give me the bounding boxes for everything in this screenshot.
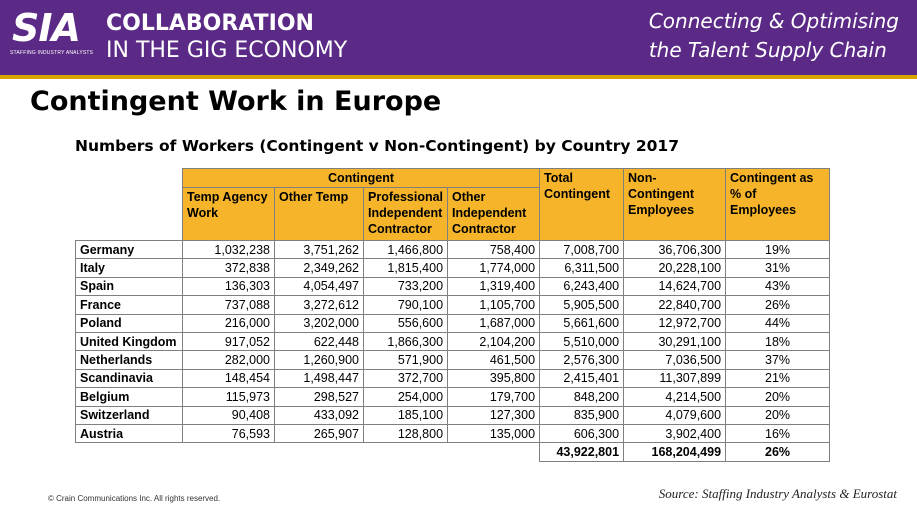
table-row <box>76 332 830 350</box>
table-row <box>76 296 830 314</box>
non-contingent-cell: 11,307,899 <box>624 369 726 387</box>
collab-line-1: COLLABORATION <box>106 11 314 36</box>
professional-cell: 733,200 <box>364 277 448 295</box>
header-blank <box>76 188 183 241</box>
total-contingent-cell: 5,661,600 <box>540 314 624 332</box>
professional-cell: 571,900 <box>364 351 448 369</box>
col-header-temp-agency: Temp Agency Work <box>183 188 275 241</box>
non-contingent-cell: 3,902,400 <box>624 424 726 442</box>
temp-agency-cell: 917,052 <box>183 332 275 350</box>
temp-agency-cell: 737,088 <box>183 296 275 314</box>
tagline-line-2: the Talent Supply Chain <box>648 38 887 62</box>
total-contingent-cell: 2,576,300 <box>540 351 624 369</box>
header-blank <box>76 169 183 188</box>
pct-cell: 18% <box>726 332 830 350</box>
other-temp-cell: 3,751,262 <box>275 241 364 259</box>
grand-total-non-contingent: 168,204,499 <box>624 443 726 461</box>
contingent-group-header: Contingent <box>183 169 540 188</box>
page-title: Contingent Work in Europe <box>30 86 442 117</box>
non-contingent-cell: 36,706,300 <box>624 241 726 259</box>
other-independent-cell: 395,800 <box>448 369 540 387</box>
non-contingent-cell: 4,079,600 <box>624 406 726 424</box>
pct-cell: 43% <box>726 277 830 295</box>
pct-cell: 31% <box>726 259 830 277</box>
temp-agency-cell: 76,593 <box>183 424 275 442</box>
total-contingent-cell: 6,311,500 <box>540 259 624 277</box>
table-row <box>76 241 830 259</box>
workers-table <box>75 168 830 462</box>
other-independent-cell: 1,774,000 <box>448 259 540 277</box>
country-cell: United Kingdom <box>76 332 183 350</box>
professional-cell: 1,466,800 <box>364 241 448 259</box>
country-cell: Spain <box>76 277 183 295</box>
professional-cell: 1,866,300 <box>364 332 448 350</box>
country-cell: Belgium <box>76 388 183 406</box>
non-contingent-cell: 30,291,100 <box>624 332 726 350</box>
total-contingent-cell: 5,510,000 <box>540 332 624 350</box>
tagline-line-1: Connecting & Optimising <box>648 9 899 33</box>
header-banner <box>0 0 917 79</box>
other-temp-cell: 622,448 <box>275 332 364 350</box>
country-cell: Poland <box>76 314 183 332</box>
total-contingent-cell: 6,243,400 <box>540 277 624 295</box>
other-temp-cell: 2,349,262 <box>275 259 364 277</box>
total-contingent-cell: 5,905,500 <box>540 296 624 314</box>
col-header-other-independent: Other Independent Contractor <box>448 188 540 241</box>
table-row <box>76 388 830 406</box>
other-independent-cell: 127,300 <box>448 406 540 424</box>
other-temp-cell: 3,272,612 <box>275 296 364 314</box>
country-cell: Switzerland <box>76 406 183 424</box>
copyright-notice: © Crain Communications Inc. All rights reserved. <box>48 494 221 503</box>
logo-subtext: STAFFING INDUSTRY ANALYSTS <box>10 50 94 56</box>
logo-letters: SIA <box>12 6 80 50</box>
professional-cell: 556,600 <box>364 314 448 332</box>
pct-cell: 16% <box>726 424 830 442</box>
non-contingent-cell: 4,214,500 <box>624 388 726 406</box>
professional-cell: 372,700 <box>364 369 448 387</box>
total-contingent-cell: 2,415,401 <box>540 369 624 387</box>
table-row <box>76 351 830 369</box>
non-contingent-cell: 22,840,700 <box>624 296 726 314</box>
country-cell: Netherlands <box>76 351 183 369</box>
non-contingent-cell: 7,036,500 <box>624 351 726 369</box>
pct-cell: 44% <box>726 314 830 332</box>
other-temp-cell: 1,260,900 <box>275 351 364 369</box>
other-temp-cell: 1,498,447 <box>275 369 364 387</box>
totals-row <box>76 443 830 461</box>
country-cell: Austria <box>76 424 183 442</box>
total-contingent-cell: 7,008,700 <box>540 241 624 259</box>
grand-total-pct: 26% <box>726 443 830 461</box>
temp-agency-cell: 282,000 <box>183 351 275 369</box>
country-cell: France <box>76 296 183 314</box>
total-contingent-cell: 835,900 <box>540 406 624 424</box>
table-body <box>76 241 830 443</box>
other-independent-cell: 135,000 <box>448 424 540 442</box>
source-note: Source: Staffing Industry Analysts & Eurostat <box>658 486 897 501</box>
country-cell: Italy <box>76 259 183 277</box>
table-row <box>76 424 830 442</box>
other-independent-cell: 1,687,000 <box>448 314 540 332</box>
total-contingent-cell: 606,300 <box>540 424 624 442</box>
temp-agency-cell: 115,973 <box>183 388 275 406</box>
other-independent-cell: 2,104,200 <box>448 332 540 350</box>
non-contingent-cell: 14,624,700 <box>624 277 726 295</box>
other-temp-cell: 4,054,497 <box>275 277 364 295</box>
other-independent-cell: 1,319,400 <box>448 277 540 295</box>
non-contingent-cell: 12,972,700 <box>624 314 726 332</box>
other-temp-cell: 265,907 <box>275 424 364 442</box>
other-independent-cell: 179,700 <box>448 388 540 406</box>
country-cell: Germany <box>76 241 183 259</box>
temp-agency-cell: 90,408 <box>183 406 275 424</box>
sia-logo <box>6 6 98 60</box>
professional-cell: 1,815,400 <box>364 259 448 277</box>
country-cell: Scandinavia <box>76 369 183 387</box>
temp-agency-cell: 1,032,238 <box>183 241 275 259</box>
tagline <box>649 7 899 65</box>
temp-agency-cell: 148,454 <box>183 369 275 387</box>
grand-total-contingent: 43,922,801 <box>540 443 624 461</box>
total-contingent-cell: 848,200 <box>540 388 624 406</box>
temp-agency-cell: 136,303 <box>183 277 275 295</box>
pct-cell: 19% <box>726 241 830 259</box>
other-temp-cell: 3,202,000 <box>275 314 364 332</box>
pct-cell: 26% <box>726 296 830 314</box>
totals-blank <box>76 443 540 461</box>
non-contingent-cell: 20,228,100 <box>624 259 726 277</box>
other-temp-cell: 298,527 <box>275 388 364 406</box>
collab-line-2: IN THE GIG ECONOMY <box>106 38 348 63</box>
table-row <box>76 259 830 277</box>
table-row <box>76 406 830 424</box>
col-header-pct: Contingent as % of Employees <box>726 169 830 241</box>
table-row <box>76 277 830 295</box>
professional-cell: 790,100 <box>364 296 448 314</box>
table-row <box>76 314 830 332</box>
other-temp-cell: 433,092 <box>275 406 364 424</box>
col-header-total-contingent: Total Contingent <box>540 169 624 241</box>
pct-cell: 21% <box>726 369 830 387</box>
professional-cell: 185,100 <box>364 406 448 424</box>
col-header-other-temp: Other Temp <box>275 188 364 241</box>
professional-cell: 254,000 <box>364 388 448 406</box>
table-row <box>76 369 830 387</box>
col-header-professional: Professional Independent Contractor <box>364 188 448 241</box>
other-independent-cell: 758,400 <box>448 241 540 259</box>
col-header-non-contingent: Non-Contingent Employees <box>624 169 726 241</box>
temp-agency-cell: 216,000 <box>183 314 275 332</box>
pct-cell: 20% <box>726 388 830 406</box>
temp-agency-cell: 372,838 <box>183 259 275 277</box>
professional-cell: 128,800 <box>364 424 448 442</box>
other-independent-cell: 1,105,700 <box>448 296 540 314</box>
other-independent-cell: 461,500 <box>448 351 540 369</box>
pct-cell: 20% <box>726 406 830 424</box>
pct-cell: 37% <box>726 351 830 369</box>
collaboration-heading <box>106 10 347 64</box>
table-title: Numbers of Workers (Contingent v Non-Contingent) by Country 2017 <box>75 137 679 155</box>
